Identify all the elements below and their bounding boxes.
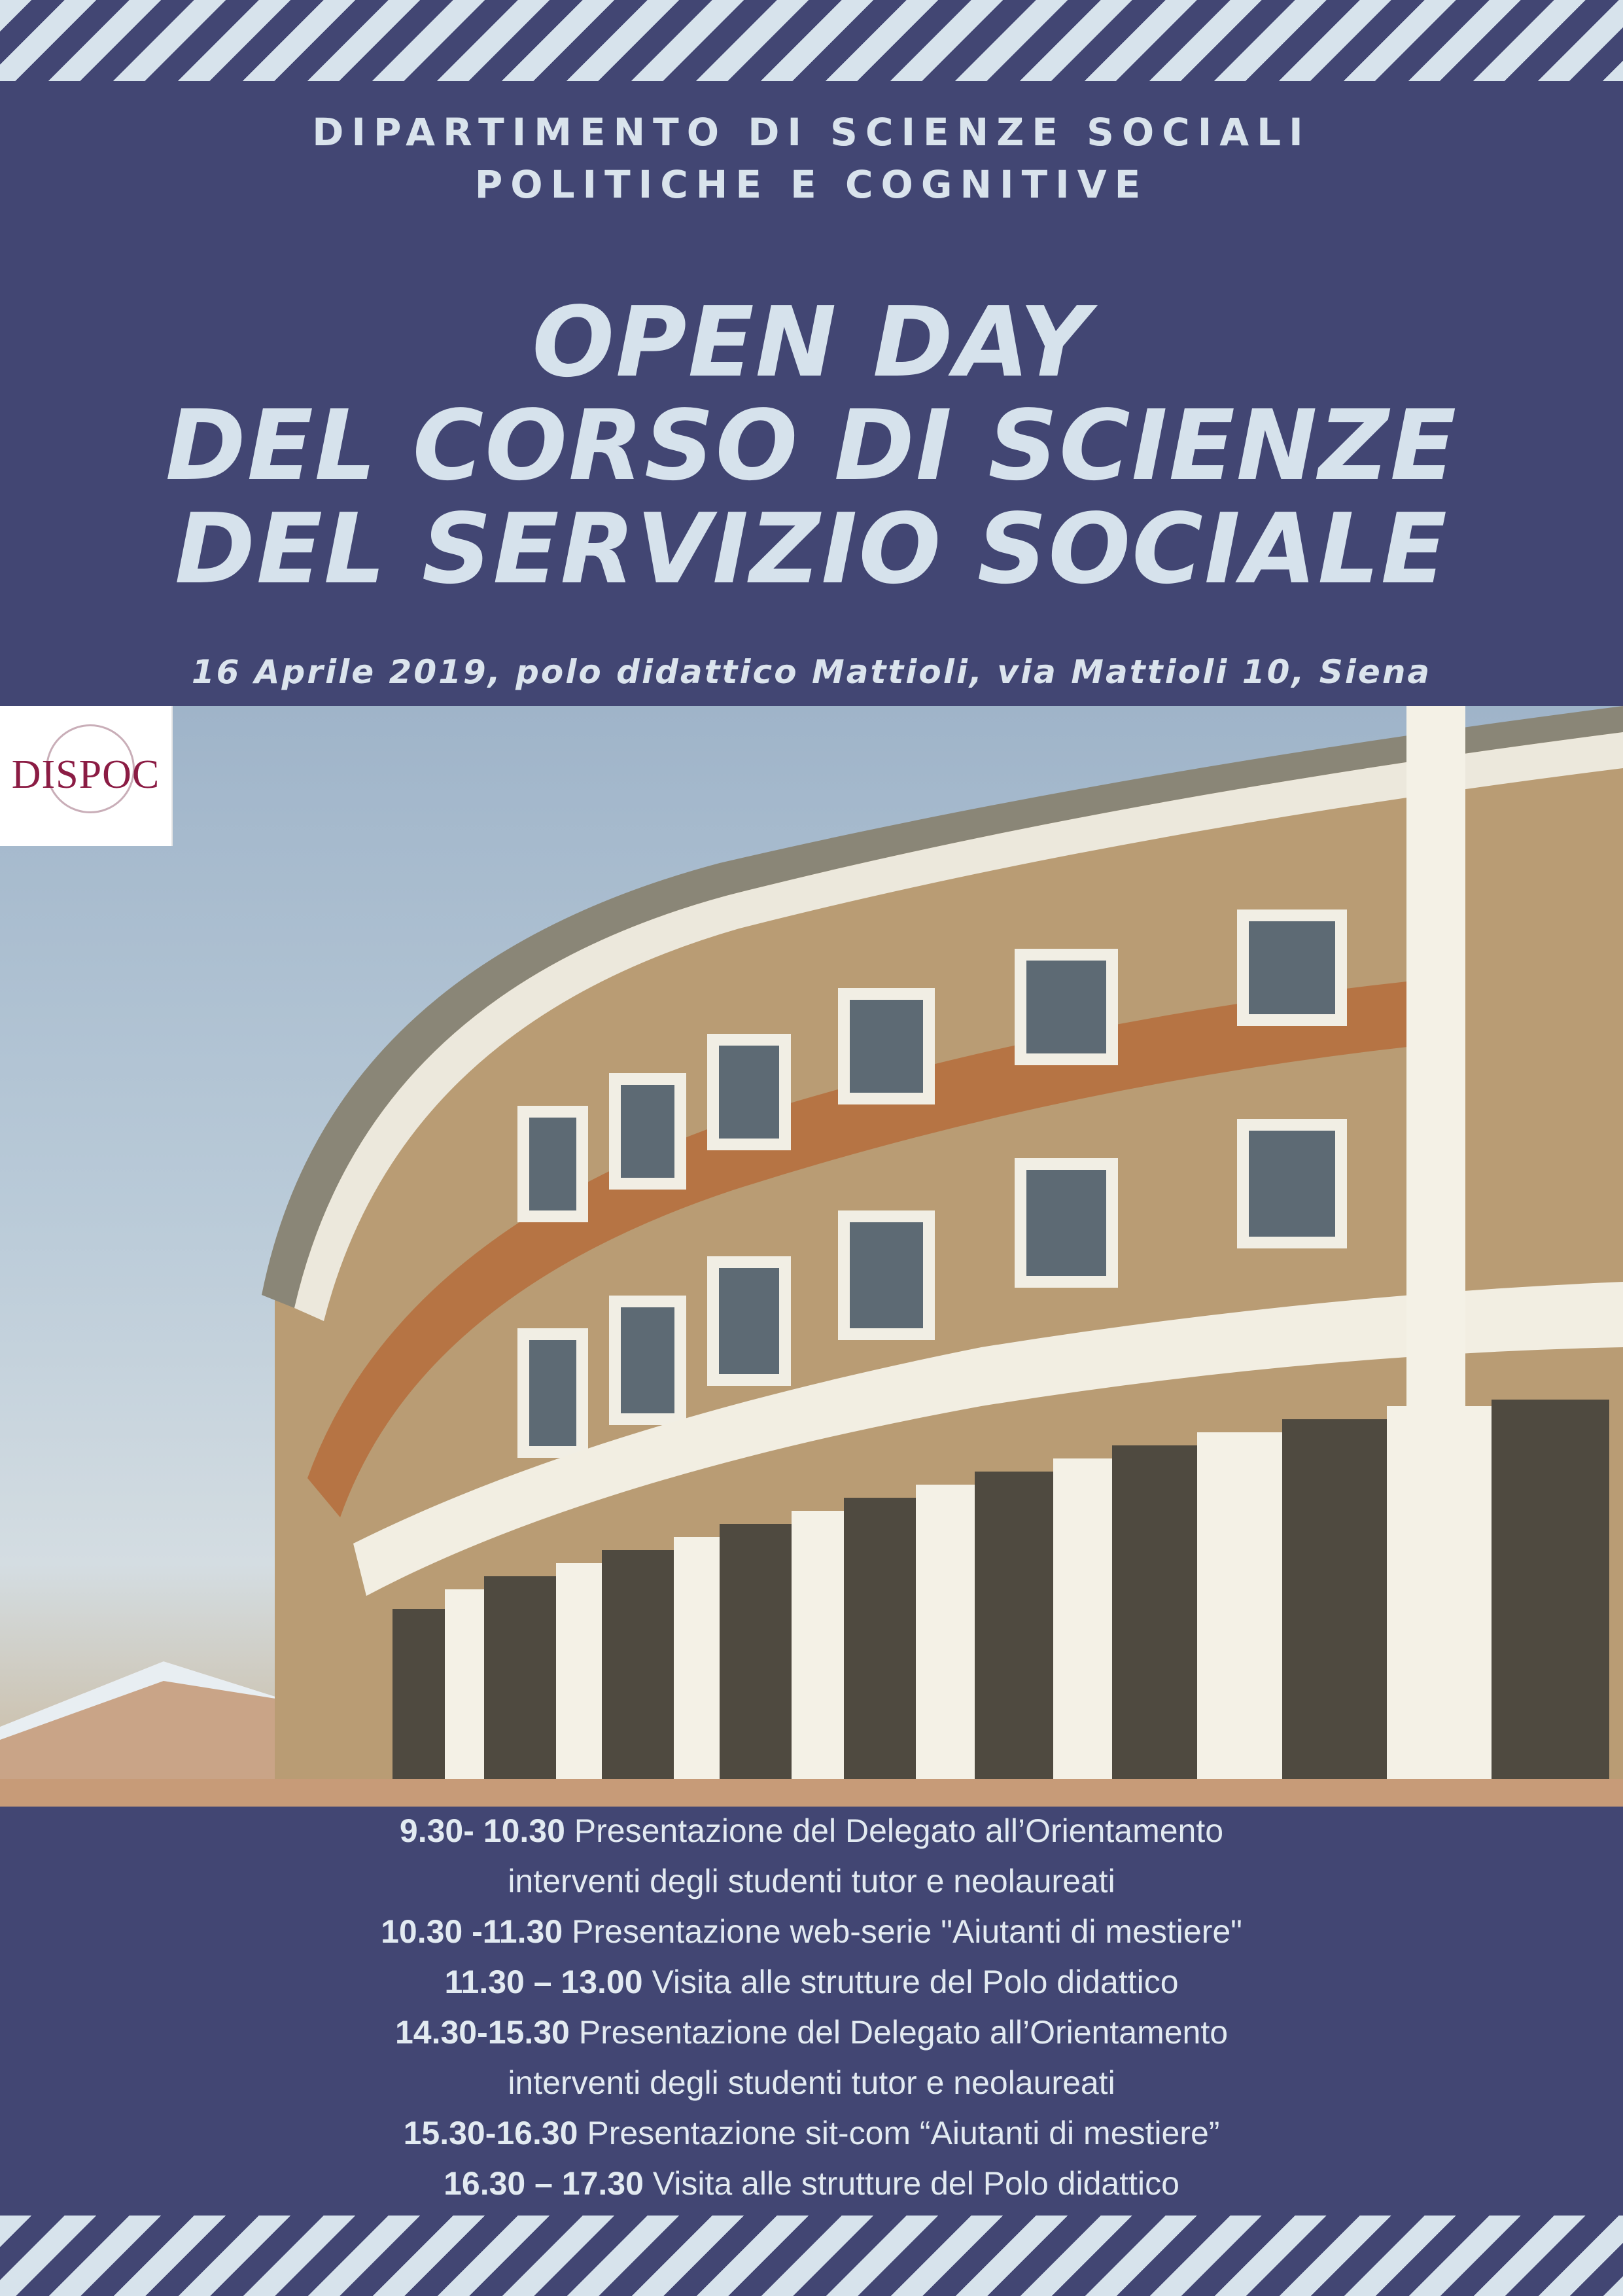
schedule-item bbox=[0, 2058, 1623, 2108]
schedule-item bbox=[0, 1907, 1623, 1957]
logo-text: DISPOC bbox=[11, 752, 160, 797]
building-illustration bbox=[0, 706, 1623, 1807]
schedule-list bbox=[0, 1806, 1623, 2209]
schedule-time: 14.30-15.30 bbox=[394, 2014, 570, 2051]
schedule-item bbox=[0, 1806, 1623, 1856]
schedule-item bbox=[0, 2159, 1623, 2209]
schedule-text: Presentazione sit-com “Aiutanti di mestiere” bbox=[578, 2115, 1220, 2151]
top-stripe-border bbox=[0, 0, 1623, 81]
schedule-item bbox=[0, 1957, 1623, 2007]
title-line-3: DEL SERVIZIO SOCIALE bbox=[175, 493, 1448, 605]
schedule-time: 15.30-16.30 bbox=[403, 2115, 578, 2151]
title-line-2: DEL CORSO DI SCIENZE bbox=[165, 389, 1458, 502]
department-name-line-1: DIPARTIMENTO DI SCIENZE SOCIALI bbox=[312, 110, 1311, 154]
schedule-text: interventi degli studenti tutor e neolaureati bbox=[508, 1863, 1115, 1899]
schedule-text: Presentazione del Delegato all’Orientamento bbox=[565, 1812, 1224, 1849]
schedule-time: 10.30 -11.30 bbox=[381, 1913, 563, 1950]
schedule-time: 16.30 – 17.30 bbox=[444, 2165, 644, 2202]
building-drawing bbox=[0, 706, 1623, 1807]
schedule-text: Presentazione web-serie "Aiutanti di mestiere" bbox=[563, 1913, 1242, 1950]
schedule-text: Visita alle strutture del Polo didattico bbox=[642, 1964, 1179, 2000]
department-name-line-2: POLITICHE E COGNITIVE bbox=[474, 162, 1149, 207]
schedule-item bbox=[0, 1856, 1623, 1907]
bottom-stripe-border bbox=[0, 2216, 1623, 2296]
event-date-location: 16 Aprile 2019, polo didattico Mattioli, via Mattioli 10, Siena bbox=[191, 653, 1432, 691]
title-line-1: OPEN DAY bbox=[532, 286, 1091, 398]
dispoc-logo bbox=[0, 706, 173, 846]
schedule-text: interventi degli studenti tutor e neolaureati bbox=[508, 2064, 1115, 2101]
schedule-time: 9.30- 10.30 bbox=[399, 1812, 565, 1849]
schedule-text: Presentazione del Delegato all’Orientamento bbox=[569, 2014, 1229, 2051]
schedule-time: 11.30 – 13.00 bbox=[444, 1964, 643, 2000]
schedule-item bbox=[0, 2007, 1623, 2058]
schedule-text: Visita alle strutture del Polo didattico bbox=[643, 2165, 1179, 2202]
schedule-item bbox=[0, 2108, 1623, 2159]
